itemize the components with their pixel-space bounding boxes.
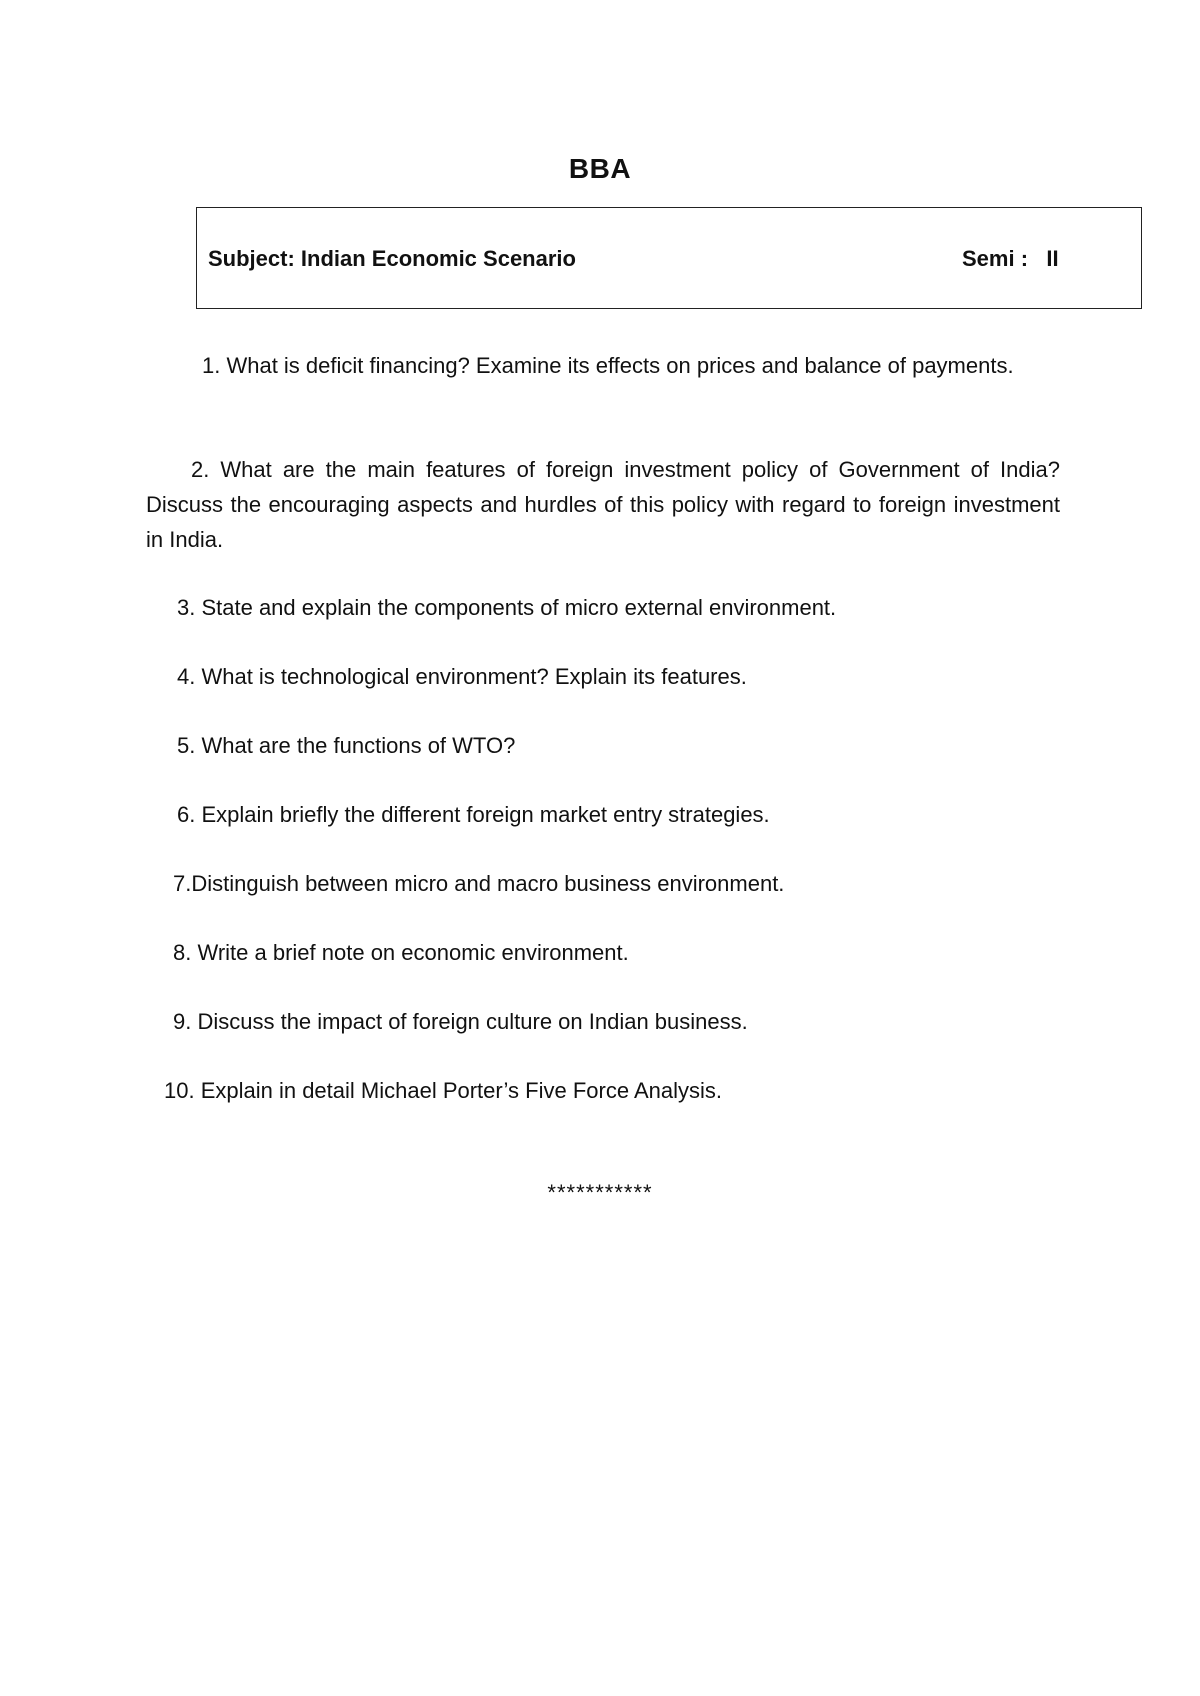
question-3: 3. State and explain the components of micro external environment. [177,595,837,620]
question-6: 6. Explain briefly the different foreign market entry strategies. [177,802,770,827]
question-7: 7.Distinguish between micro and macro business environment. [173,871,785,896]
question-9: 9. Discuss the impact of foreign culture on Indian business. [173,1009,748,1034]
question-4: 4. What is technological environment? Explain its features. [177,664,747,689]
question-5: 5. What are the functions of WTO? [177,733,516,758]
question-2: 2. What are the main features of foreign investment policy of Government of India? Discuss the encouraging aspects and hurdles of this policy with regard to foreign investment in India. [146,457,1060,552]
end-marker: *********** [547,1180,653,1205]
subject-label: Subject: Indian Economic Scenario [208,246,576,271]
document-title: BBA [568,153,632,184]
semester-label: Semi : II [962,246,1059,271]
question-8: 8. Write a brief note on economic environment. [173,940,629,965]
question-1: 1. What is deficit financing? Examine its effects on prices and balance of payments. [202,353,1014,378]
question-10: 10. Explain in detail Michael Porter’s Five Force Analysis. [164,1078,722,1103]
